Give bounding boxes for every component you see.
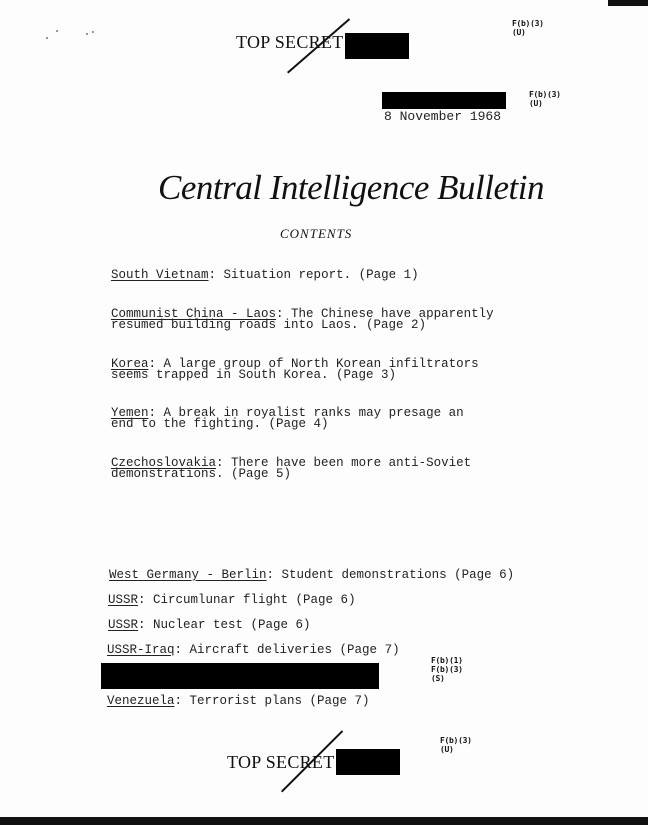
contents-item: USSR: Nuclear test (Page 6) [108, 618, 311, 632]
item-topic: USSR-Iraq [107, 643, 175, 657]
item-text: Situation report. (Page 1) [223, 268, 419, 282]
item-text: Student demonstrations (Page 6) [281, 568, 515, 582]
contents-item: Korea: A large group of North Korean infiltrators seems trapped in South Korea. (Page 3) [111, 357, 479, 382]
scan-speck [92, 31, 94, 33]
item-text: demonstrations. (Page 5) [111, 467, 292, 481]
item-topic: South Vietnam [111, 268, 209, 282]
contents-item: USSR-Iraq: Aircraft deliveries (Page 7) [107, 643, 400, 657]
scan-speck [46, 37, 48, 39]
contents-item: USSR: Circumlunar flight (Page 6) [108, 593, 356, 607]
item-text: The Chinese have apparently [291, 307, 494, 321]
scan-edge-top [608, 0, 648, 6]
contents-item: South Vietnam: Situation report. (Page 1) [111, 268, 419, 282]
exemption-stamp: F(b)(3) (U) [529, 90, 561, 108]
item-text: Terrorist plans (Page 7) [189, 694, 370, 708]
item-topic: Venezuela [107, 694, 175, 708]
item-text: Nuclear test (Page 6) [153, 618, 311, 632]
item-text: end to the fighting. (Page 4) [111, 417, 329, 431]
scan-speck [86, 33, 88, 35]
contents-item: Czechoslovakia: There have been more anti-Soviet demonstrations. (Page 5) [111, 456, 472, 481]
contents-item: West Germany - Berlin: Student demonstrations (Page 6) [109, 568, 515, 582]
item-text: seems trapped in South Korea. (Page 3) [111, 368, 397, 382]
contents-item: Yemen: A break in royalist ranks may presage an end to the fighting. (Page 4) [111, 406, 464, 431]
exemption-stamp: F(b)(3) (U) [512, 19, 544, 37]
contents-item: Venezuela: Terrorist plans (Page 7) [107, 694, 370, 708]
classification-bottom: TOP SECRET [227, 752, 335, 772]
item-text: Aircraft deliveries (Page 7) [189, 643, 400, 657]
item-text: Circumlunar flight (Page 6) [153, 593, 356, 607]
bulletin-title: Central Intelligence Bulletin [158, 168, 544, 207]
item-text: resumed building roads into Laos. (Page 2) [111, 318, 427, 332]
item-topic: Yemen [111, 406, 149, 420]
classification-top: TOP SECRET [236, 32, 344, 52]
redaction-box [345, 33, 409, 59]
redaction-box [382, 92, 506, 109]
item-topic: USSR [108, 618, 139, 632]
scan-edge-bottom [0, 817, 648, 825]
redaction-box [336, 749, 400, 775]
item-topic: USSR [108, 593, 139, 607]
contents-item: Communist China - Laos: The Chinese have apparently resumed building roads into Laos. (Page 2) [111, 307, 494, 332]
exemption-stamp: F(b)(1) F(b)(3) (S) [431, 656, 463, 683]
item-topic: Korea [111, 357, 149, 371]
scan-speck [56, 30, 58, 32]
redaction-box [101, 663, 379, 689]
item-topic: Communist China - Laos [111, 307, 277, 321]
item-text: There have been more anti-Soviet [231, 456, 472, 470]
item-text: A large group of North Korean infiltrators [163, 357, 479, 371]
bulletin-date: 8 November 1968 [384, 109, 502, 124]
exemption-stamp: F(b)(3) (U) [440, 736, 472, 754]
item-topic: West Germany - Berlin [109, 568, 267, 582]
item-text: A break in royalist ranks may presage an [163, 406, 464, 420]
contents-heading: CONTENTS [280, 226, 353, 241]
item-topic: Czechoslovakia [111, 456, 217, 470]
